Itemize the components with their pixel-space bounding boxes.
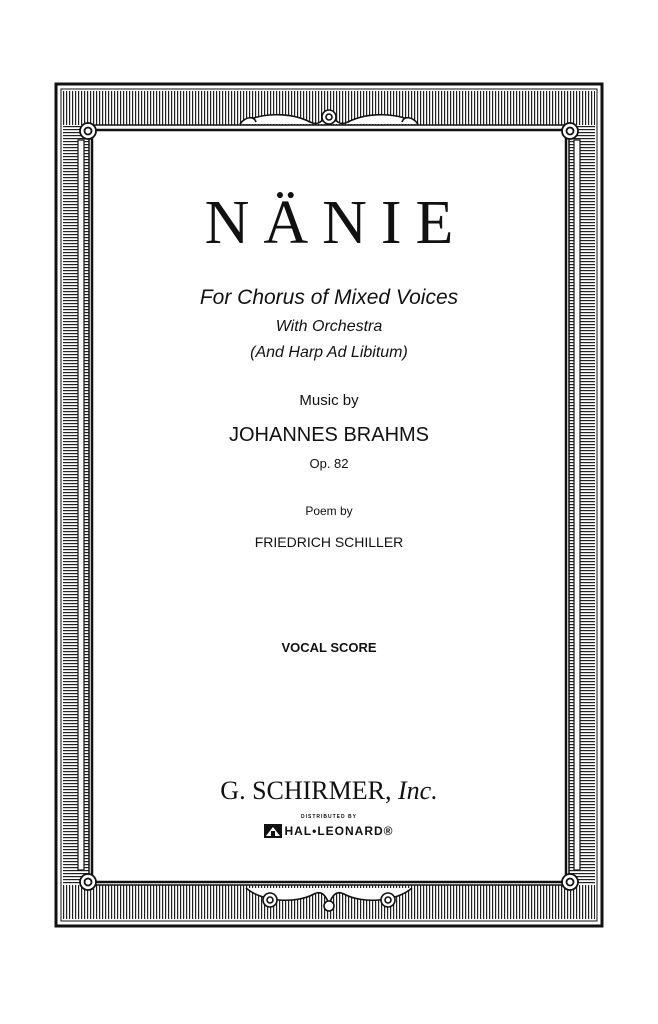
music-by-label: Music by — [299, 392, 359, 409]
subtitle-chorus: For Chorus of Mixed Voices — [199, 286, 459, 309]
score-type: VOCAL SCORE — [281, 640, 377, 655]
publisher-name — [92, 776, 566, 806]
poem-by-label: Poem by — [305, 504, 353, 518]
poet-name: FRIEDRICH SCHILLER — [254, 534, 404, 550]
title-panel — [92, 130, 566, 888]
opus-number: Op. 82 — [309, 456, 349, 471]
subtitle-orchestra: With Orchestra — [275, 318, 383, 335]
publisher-suffix: Inc. — [398, 776, 438, 805]
publisher-main: G. SCHIRMER, — [220, 776, 392, 805]
hal-leonard-logo-icon — [264, 824, 282, 838]
work-title: NÄNIE — [204, 189, 468, 257]
distributor-name: HAL•LEONARD® — [284, 824, 394, 838]
composer-name: JOHANNES BRAHMS — [228, 424, 430, 446]
distributed-by-label: DISTRIBUTED BY — [301, 814, 357, 820]
subtitle-harp: (And Harp Ad Libitum) — [250, 344, 408, 361]
distributor-logo — [92, 823, 566, 839]
